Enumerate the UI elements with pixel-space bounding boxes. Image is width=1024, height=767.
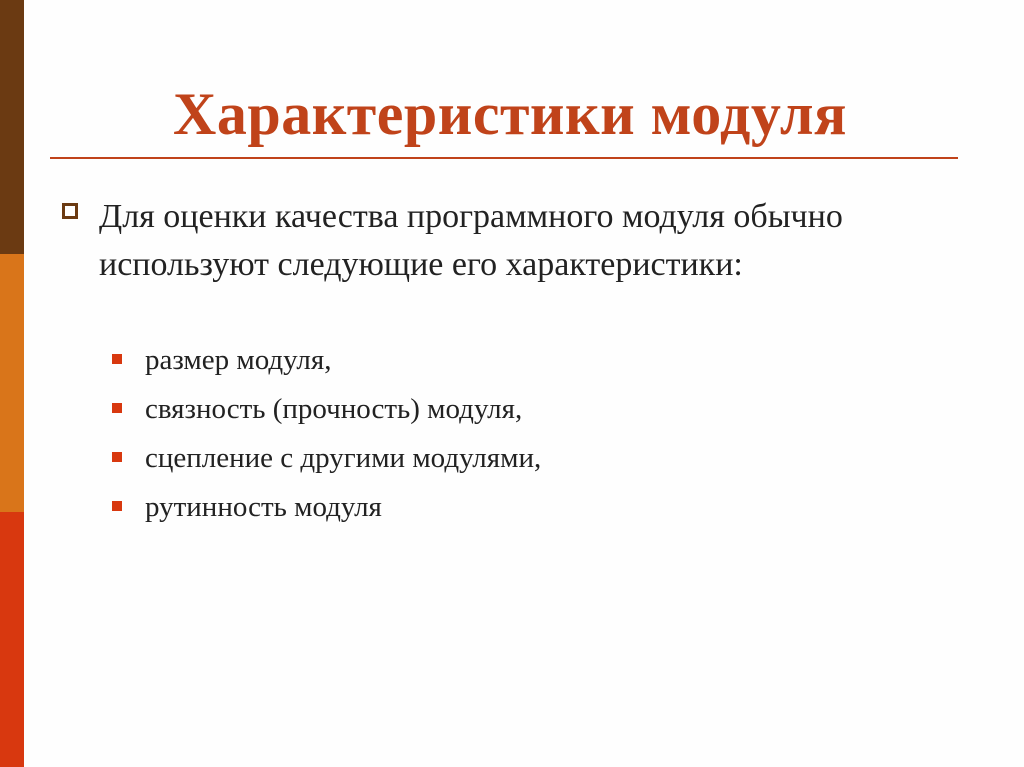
main-bullet-text: Для оценки качества программного модуля обычно используют следующие его характеристики: <box>99 198 843 283</box>
side-accent-bar <box>0 0 24 767</box>
sub-bullet-text: размер модуля, <box>145 344 332 376</box>
sub-bullet-text: связность (прочность) модуля, <box>145 393 523 425</box>
square-bullet-icon <box>112 354 122 364</box>
hollow-square-bullet-icon <box>62 203 78 219</box>
slide-title: Характеристики модуля <box>173 81 847 147</box>
title-underline <box>50 157 958 159</box>
sub-bullet-list <box>112 338 912 534</box>
square-bullet-icon <box>112 403 122 413</box>
side-bar-segment-top <box>0 0 24 254</box>
sub-bullet-text: сцепление с другими модулями, <box>145 442 542 474</box>
sub-bullet-text: рутинность модуля <box>145 491 382 523</box>
square-bullet-icon <box>112 452 122 462</box>
sub-bullet-item <box>112 387 912 436</box>
square-bullet-icon <box>112 501 122 511</box>
side-bar-segment-bottom <box>0 512 24 767</box>
sub-bullet-item <box>112 485 912 534</box>
side-bar-segment-middle <box>0 254 24 512</box>
sub-bullet-item <box>112 436 912 485</box>
sub-bullet-item <box>112 338 912 387</box>
